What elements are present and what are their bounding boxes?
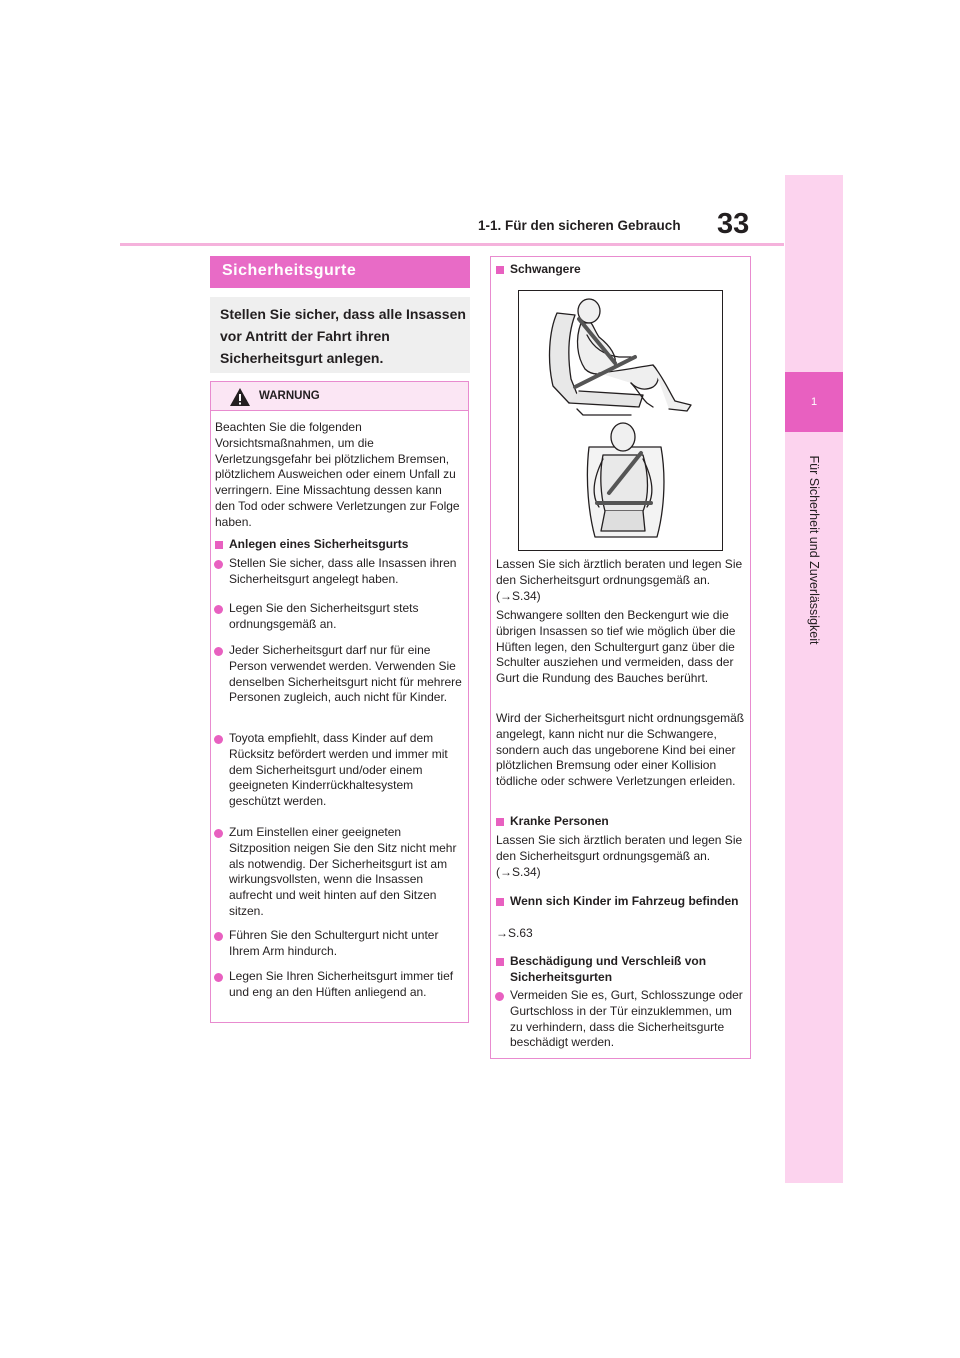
- square-bullet-icon: [496, 818, 504, 826]
- arrow-right-icon: →: [500, 864, 512, 879]
- warning-triangle-icon: [229, 387, 251, 407]
- warning-header-rule: [211, 410, 468, 411]
- warning-bullet: Legen Sie Ihren Sicherheitsgurt immer tief und eng an den Hüften anliegend an.: [229, 969, 454, 999]
- bullet-dot-icon: [214, 560, 223, 569]
- pregnant-para-2: Schwangere sollten den Beckengurt wie die übrigen Insassen so tief wie möglich über die Hüften legen, den Schultergurt ganz über die Schulter ausziehen und vermeiden, dass der Gurt die Rundung des Bauches berührt.: [496, 608, 736, 686]
- warning-title: WARNUNG: [259, 390, 320, 402]
- pregnant-heading: Schwangere: [510, 262, 581, 276]
- square-bullet-icon: [215, 541, 223, 549]
- pregnant-para-1: [496, 557, 746, 604]
- warning-bullet: Jeder Sicherheitsgurt darf nur für eine Person verwendet werden. Verwenden Sie denselben Sicherheitsgurt nicht für mehrere Personen zugleich, auch nicht für Kinder.: [229, 643, 462, 705]
- warning-bullet: Toyota empfiehlt, dass Kinder auf dem Rücksitz befördert werden und immer mit dem Sicherheitsgurt und/oder einem geeigneten Kinderrückhaltesystem geschützt werden.: [229, 731, 448, 809]
- warning-bullet: Stellen Sie sicher, dass alle Insassen ihren Sicherheitsgurt angelegt haben.: [229, 556, 457, 586]
- ill-ref-link[interactable]: S.34): [512, 864, 541, 879]
- square-bullet-icon: [496, 898, 504, 906]
- ill-para-text: Lassen Sie sich ärztlich beraten und legen Sie den Sicherheitsgurt ordnungsgemäß an. (: [496, 833, 743, 879]
- warning-bullet: Legen Sie den Sicherheitsgurt stets ordnungsgemäß an.: [229, 601, 419, 631]
- arrow-right-icon: →: [500, 588, 512, 603]
- chapter-label: Für Sicherheit und Zuverlässigkeit: [807, 455, 821, 645]
- chapter-number: 1: [810, 396, 818, 408]
- intro-text: Stellen Sie sicher, dass alle Insassen vor Antritt der Fahrt ihren Sicherheitsgurt anlegen.: [220, 306, 466, 366]
- bullet-dot-icon: [495, 992, 504, 1001]
- warning-subheading: Anlegen eines Sicherheitsgurts: [229, 537, 409, 551]
- pregnant-seatbelt-illustration: [518, 290, 723, 551]
- square-bullet-icon: [496, 266, 504, 274]
- bullet-dot-icon: [214, 932, 223, 941]
- seatbelt-illustration-svg: [519, 291, 722, 550]
- square-bullet-icon: [496, 958, 504, 966]
- page-number: 33: [717, 208, 750, 240]
- damage-heading: Beschädigung und Verschleiß von Sicherheitsgurten: [510, 954, 707, 984]
- children-ref-link[interactable]: S.63: [508, 926, 533, 940]
- warning-bullet: Zum Einstellen einer geeigneten Sitzposition neigen Sie den Sitz nicht mehr als notwendig. Der Sicherheitsgurt ist am wirkungsvollsten, wenn die Insassen aufrecht und weit hinten auf den Sitzen sitzen.: [229, 825, 457, 918]
- ill-heading: Kranke Personen: [510, 814, 609, 828]
- bullet-dot-icon: [214, 973, 223, 982]
- header-rule: [120, 243, 784, 246]
- warning-body: Beachten Sie die folgenden Vorsichtsmaßnahmen, um die Verletzungsgefahr bei plötzlichem Bremsen, plötzlichem Ausweichen oder einem Unfall zu verringern. Eine Missachtung dessen kann den Tod oder schwere Verletzungen zur Folge haben.: [215, 420, 460, 529]
- warning-bullet: Führen Sie den Schultergurt nicht unter Ihrem Arm hindurch.: [229, 928, 439, 958]
- bullet-dot-icon: [214, 735, 223, 744]
- section-heading: Sicherheitsgurte: [222, 262, 357, 279]
- bullet-dot-icon: [214, 647, 223, 656]
- arrow-right-icon: →: [496, 926, 508, 940]
- bullet-dot-icon: [214, 605, 223, 614]
- children-ref: [496, 926, 533, 940]
- children-heading: Wenn sich Kinder im Fahrzeug befinden: [510, 894, 739, 908]
- ill-para: [496, 833, 746, 880]
- pregnant-para-1-text: Lassen Sie sich ärztlich beraten und legen Sie den Sicherheitsgurt ordnungsgemäß an. (: [496, 557, 743, 603]
- chapter-side-tab: [785, 175, 843, 1183]
- pregnant-para-3: Wird der Sicherheitsgurt nicht ordnungsgemäß angelegt, kann nicht nur die Schwangere, sondern auch das ungeborene Kind bei einer plötzlichen Bremsung oder einer Kollision tödliche oder schwere Verletzungen erleiden.: [496, 711, 745, 789]
- section-title: 1-1. Für den sicheren Gebrauch: [478, 218, 681, 233]
- damage-bullet: Vermeiden Sie es, Gurt, Schlosszunge oder Gurtschloss in der Tür einzuklemmen, um zu verhindern, dass die Sicherheitsgurte beschädigt werden.: [510, 988, 743, 1050]
- pregnant-ref-link[interactable]: S.34): [512, 588, 541, 603]
- bullet-dot-icon: [214, 829, 223, 838]
